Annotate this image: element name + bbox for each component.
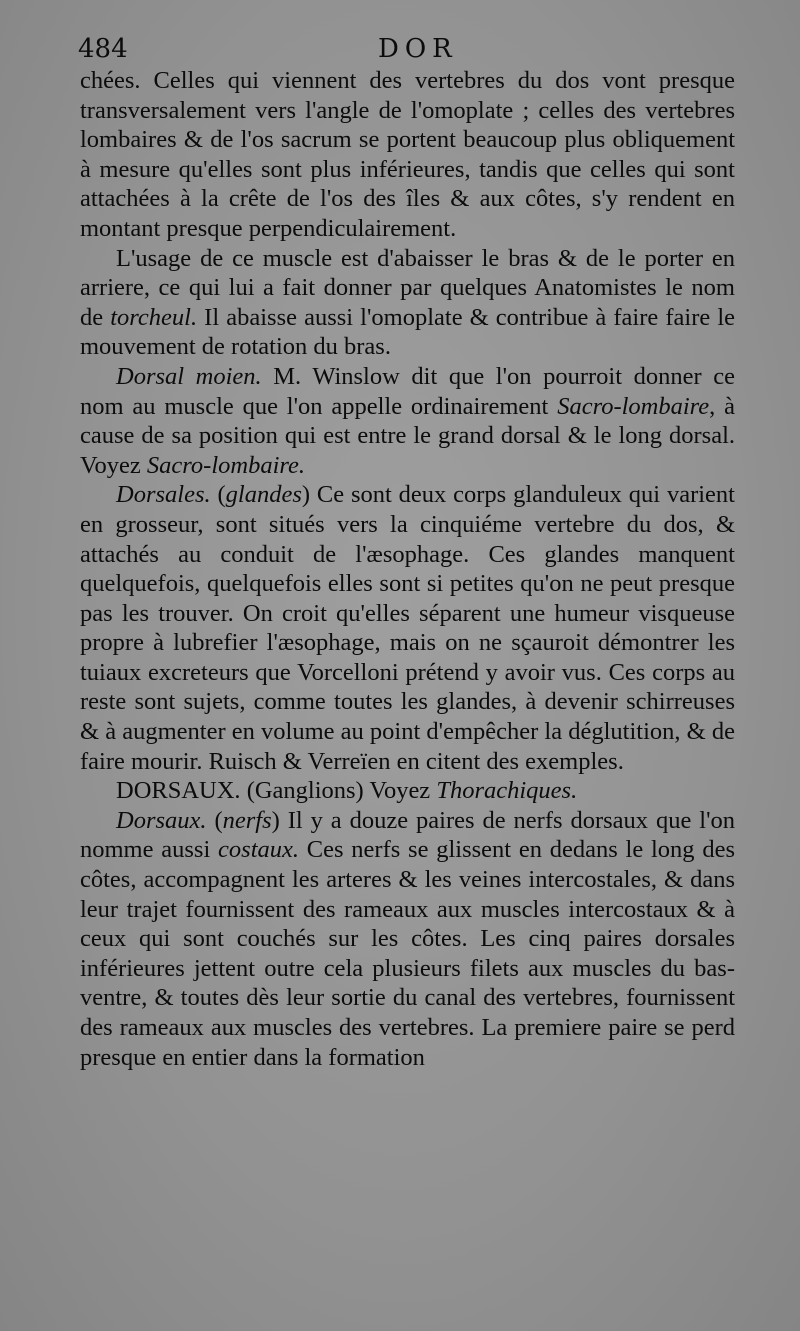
- entry-dorsaux-nerfs: Dorsaux. (nerfs) Il y a douze paires de nerfs dorsaux que l'on nomme aussi costaux. Ces nerfs se glissent en dedans le long des côtes, accompagnent les arteres & les veines intercostales, & dans leur trajet fournissent des rameaux aux muscles intercostaux & à ceux qui sont couchés sur les côtes. Les cinq paires dorsales inférieures jettent outre cela plusieurs filets aux muscles du bas-ventre, & toutes dès leur sortie du canal des vertebres, fournissent des rameaux aux muscles des vertebres. La premiere paire se perd presque en entier dans la formation: [80, 806, 735, 1071]
- paragraph-usage: L'usage de ce muscle est d'abaisser le bras & de le porter en arriere, ce qui lui a fait donner par quelques Anatomistes le nom de torcheul. Il abaisse aussi l'omoplate & contribue à faire faire le mouvement de rotation du bras.: [80, 244, 736, 361]
- entry-heading: Dorsaux.: [116, 806, 207, 834]
- entry-heading: DORSAUX.: [116, 777, 241, 805]
- entry-heading: Dorsal moien.: [116, 362, 262, 390]
- paragraph-continuation: chées. Celles qui viennent des vertebres du dos vont presque transversalement vers l'angle de l'omoplate ; celles des vertebres lombaires & de l'os sacrum se portent beaucoup plus obliquement à mesure qu'elles sont plus inférieures, tandis que celles qui sont attachées à la crête de l'os des îles & aux côtes, s'y rendent en montant presque perpendiculairement.: [80, 67, 735, 242]
- page-header: [78, 34, 738, 68]
- entry-dorsaux-ganglions: DORSAUX. (Ganglions) Voyez Thorachiques.: [116, 777, 578, 805]
- page-number: 484: [78, 34, 128, 64]
- page-body: [80, 66, 735, 1072]
- running-head: DOR: [378, 34, 458, 64]
- entry-heading: Dorsales.: [116, 481, 211, 509]
- entry-dorsal-moien: Dorsal moien. M. Winslow dit que l'on pourroit donner ce nom au muscle que l'on appelle ordinairement Sacro-lombaire, à cause de sa position qui est entre le grand dorsal & le long dorsal. Voyez Sacro-lombaire.: [80, 362, 736, 479]
- entry-dorsales-glandes: Dorsales. (glandes) Ce sont deux corps glanduleux qui varient en grosseur, sont situés vers la cinquiéme vertebre du dos, & attachés au conduit de l'æsophage. Ces glandes manquent quelquefois, quelquefois elles sont si petites qu'on ne peut presque pas les trouver. On croit qu'elles séparent une humeur visqueuse propre à lubrefier l'æsophage, mais on ne sçauroit démontrer les tuiaux excreteurs que Vorcelloni prétend y avoir vus. Ces corps au reste sont sujets, comme toutes les glandes, à devenir schirreuses & à augmenter en volume au point d'empêcher la déglutition, & de faire mourir. Ruisch & Verreïen en citent des exemples.: [80, 481, 735, 775]
